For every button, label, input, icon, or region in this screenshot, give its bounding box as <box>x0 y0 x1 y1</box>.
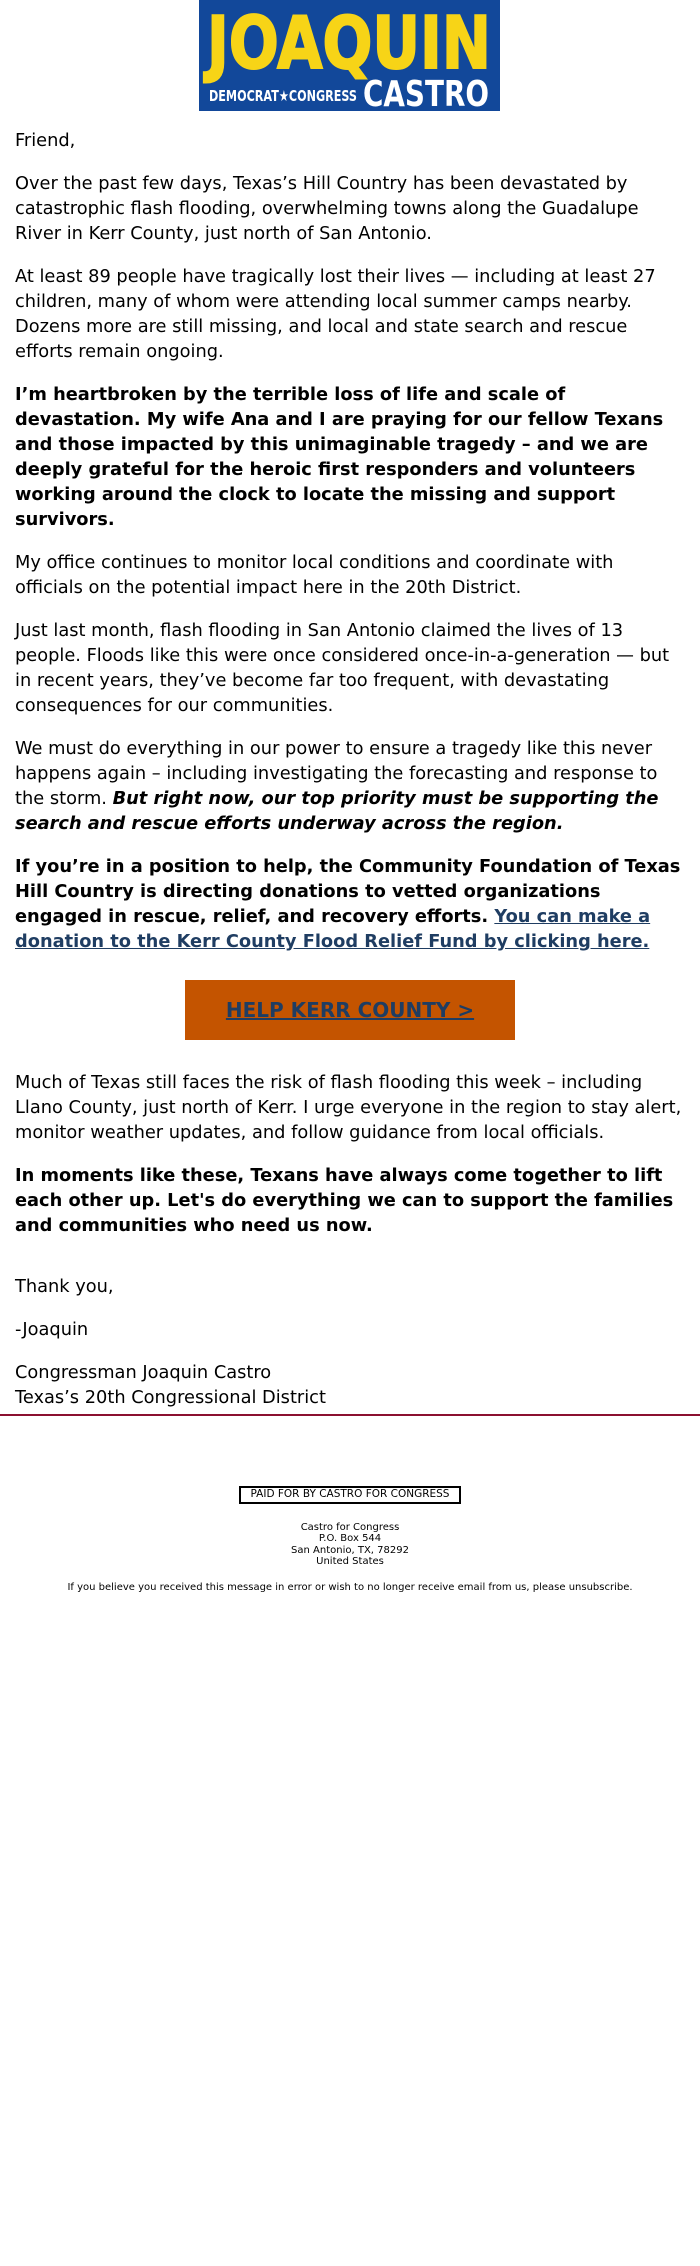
campaign-logo <box>199 0 500 115</box>
logo-subtitle: DEMOCRAT★CONGRESS <box>209 87 357 105</box>
logo-surname: CASTRO <box>363 74 489 115</box>
priority-text: We must do everything in our power to ensure a tragedy like this never happens again – including investigating the forecasting and response to the storm. <box>15 738 658 809</box>
address-line: P.O. Box 544 <box>318 1533 382 1544</box>
email-body <box>15 128 685 1410</box>
address-line: Castro for Congress <box>300 1521 400 1533</box>
unsubscribe-notice[interactable]: If you believe you received this message in error or wish to no longer receive email from us, please unsubscribe. <box>67 1581 633 1593</box>
signature-name: Congressman Joaquin Castro <box>15 1362 272 1383</box>
address-line: United States <box>316 1556 384 1567</box>
paragraph-flooding-overview: Over the past few days, Texas’s Hill Country has been devastated by catastrophic flash flooding, overwhelming towns along the Guadalupe River in Kerr County, just north of San Antonio. <box>15 173 639 244</box>
signature-title: Texas’s 20th Congressional District <box>15 1387 326 1408</box>
mailing-address <box>0 1522 700 1568</box>
logo-graphic <box>199 0 500 115</box>
footer <box>0 1486 700 1593</box>
signature <box>15 1360 685 1410</box>
paragraph-come-together: In moments like these, Texans have always come together to lift each other up. Let's do everything we can to support the families and communities who need us now. <box>15 1165 674 1236</box>
address-line: San Antonio, TX, 78292 <box>291 1544 409 1556</box>
paragraph-past-floods: Just last month, flash flooding in San Antonio claimed the lives of 13 people. Floods like this were once considered once-in-a-generation — but in recent years, they’ve become far too frequent, with devastating consequences for our communities. <box>15 620 670 716</box>
footer-divider <box>0 1414 700 1416</box>
signoff: -Joaquin <box>15 1319 89 1340</box>
paragraph-casualties: At least 89 people have tragically lost their lives — including at least 27 children, many of whom were attending local summer camps nearby. Dozens more are still missing, and local and state search and rescue efforts remain ongoing. <box>15 266 656 362</box>
paragraph-office-monitoring: My office continues to monitor local conditions and coordinate with officials on the potential impact here in the 20th District. <box>15 552 614 598</box>
paragraph-donate <box>15 854 685 954</box>
paragraph-heartbroken: I’m heartbroken by the terrible loss of life and scale of devastation. My wife Ana and I are praying for our fellow Texans and those impacted by this unimaginable tragedy – and we are deeply grateful for the heroic first responders and volunteers working around the clock to locate the missing and support survivors. <box>15 384 664 530</box>
donation-link[interactable]: You can make a donation to the Kerr County Flood Relief Fund by clicking here. <box>15 906 651 952</box>
cta-container <box>15 980 685 1040</box>
paid-for-disclaimer: PAID FOR BY CASTRO FOR CONGRESS <box>239 1486 462 1504</box>
closing: Thank you, <box>15 1276 114 1297</box>
paragraph-flood-risk: Much of Texas still faces the risk of flash flooding this week – including Llano County, just north of Kerr. I urge everyone in the region to stay alert, monitor weather updates, and follow guidance from local officials. <box>15 1072 682 1143</box>
greeting: Friend, <box>15 130 76 151</box>
paragraph-priority <box>15 736 685 836</box>
donate-text: If you’re in a position to help, the Community Foundation of Texas Hill Country is directing donations to vetted organizations engaged in rescue, relief, and recovery efforts. <box>15 856 681 927</box>
help-kerr-county-button[interactable]: HELP KERR COUNTY > <box>185 980 515 1040</box>
logo-name: JOAQUIN <box>202 1 491 85</box>
priority-emphasis: But right now, our top priority must be supporting the search and rescue efforts underway across the region. <box>15 788 659 834</box>
